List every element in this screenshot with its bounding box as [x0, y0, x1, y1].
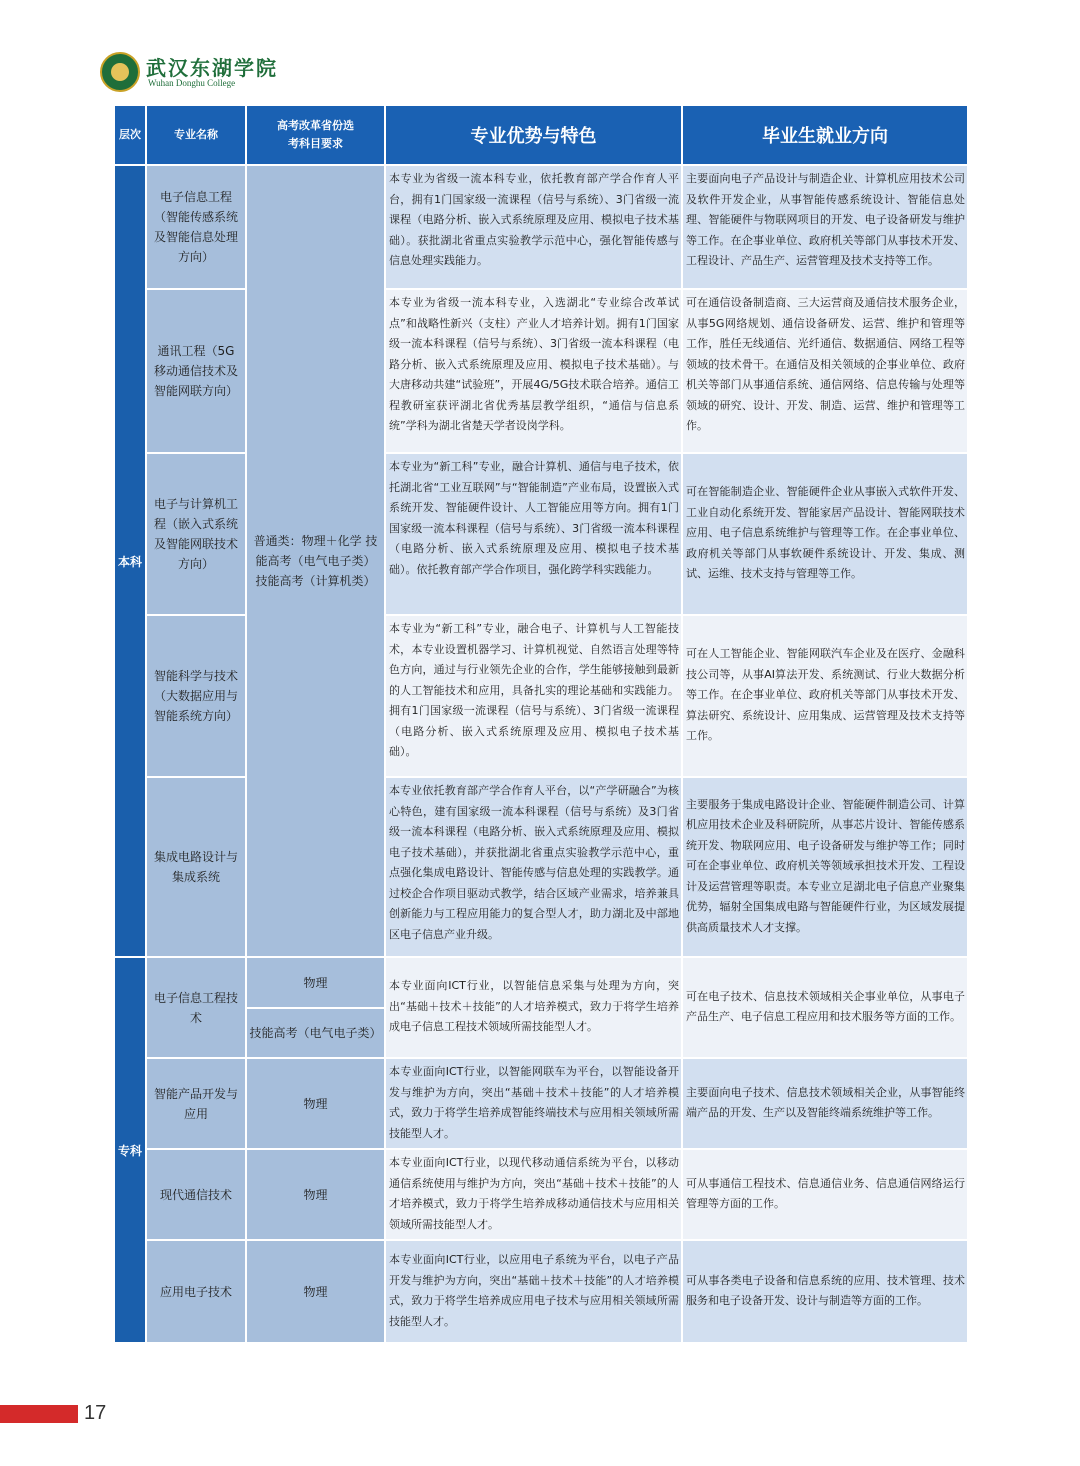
footer-accent-bar	[0, 1405, 78, 1423]
major-employment: 可在智能制造企业、智能硬件企业从事嵌入式软件开发、工业自动化系统开发、智能家居产品设计、智能网联技术应用、电子信息系统维护与管理等工作。在企事业单位、政府机关等部门从事软硬件系统设计、开发、集成、测试、运维、技术支持与管理等工作。	[682, 453, 968, 615]
major-advantages: 本专业依托教育部产学合作育人平台，以“产学研融合”为核心特色，建有国家级一流本科课程（信号与系统）及3门省级一流本科课程（电路分析、嵌入式系统原理及应用、模拟电子技术基础），并获批湖北省重点实验教学示范中心，重点强化集成电路设计、智能传感与信息处理的实践教学。通过校企合作项目驱动式教学，结合区域产业需求，培养兼具创新能力与工程应用能力的复合型人才，助力湖北及中部地区电子信息产业升级。	[385, 777, 682, 957]
subject-requirement: 物理	[246, 1149, 385, 1240]
major-name: 智能产品开发与应用	[146, 1058, 246, 1149]
major-advantages: 本专业面向ICT行业，以智能网联车为平台，以智能设备开发与维护为方向，突出“基础＋技术＋技能”的人才培养模式，致力于将学生培养成智能终端技术与应用相关领域所需技能型人才。	[385, 1058, 682, 1149]
major-name: 应用电子技术	[146, 1240, 246, 1343]
table-row	[114, 1149, 968, 1240]
college-name-en: Wuhan Donghu College	[148, 78, 236, 88]
table-row	[114, 289, 968, 453]
table-row	[114, 1240, 968, 1343]
header-subject-requirement	[246, 105, 385, 165]
major-employment: 主要服务于集成电路设计企业、智能硬件制造公司、计算机应用技术企业及科研院所，从事芯片设计、智能传感系统开发、物联网应用、电子设备研发与维护等工作；同时可在企事业单位、政府机关等领域承担技术开发、工程设计及运营管理等职责。本专业立足湖北电子信息产业聚集优势，辐射全国集成电路与智能硬件行业，为区域发展提供高质量技术人才支撑。	[682, 777, 968, 957]
header-major-name: 专业名称	[146, 105, 246, 165]
major-advantages: 本专业为省级一流本科专业，入选湖北“专业综合改革试点”和战略性新兴（支柱）产业人才培养计划。拥有1门国家级一流本科课程（信号与系统）、3门省级一流本科课程（电路分析、嵌入式系统原理及应用、模拟电子技术基础）。与大唐移动共建“试验班”，开展4G/5G技术联合培养。通信工程教研室获评湖北省优秀基层教学组织，“通信与信息系统”学科为湖北省楚天学者设岗学科。	[385, 289, 682, 453]
table-row	[114, 1058, 968, 1149]
header-req-line1: 高考改革省份选	[277, 119, 354, 132]
subject-requirement: 技能高考（电气电子类）	[246, 1008, 385, 1058]
undergrad-subject-requirement: 普通类：物理＋化学 技能高考（电气电子类） 技能高考（计算机类）	[246, 165, 385, 957]
page-number: 17	[84, 1402, 107, 1424]
major-name: 电子信息工程技术	[146, 957, 246, 1058]
major-employment: 可在通信设备制造商、三大运营商及通信技术服务企业，从事5G网络规划、通信设备研发、运营、维护和管理等工作，胜任无线通信、光纤通信、数据通信、网络工程等领域的技术骨干。在通信及相关领域的企事业单位、政府机关等部门从事通信系统、通信网络、信息传输与处理等领域的研究、设计、开发、制造、运营、维护和管理等工作。	[682, 289, 968, 453]
major-advantages: 本专业为“新工科”专业，融合计算机、通信与电子技术，依托湖北省“工业互联网”与“智能制造”产业布局，设置嵌入式系统开发、智能硬件设计、人工智能应用等方向。拥有1门国家级一流本科课程（信号与系统）、3门省级一流本科课程（电路分析、嵌入式系统原理及应用、模拟电子技术基础）。依托教育部产学合作项目，强化跨学科实践能力。	[385, 453, 682, 615]
header-advantages: 专业优势与特色	[385, 105, 682, 165]
major-name: 现代通信技术	[146, 1149, 246, 1240]
college-logo	[100, 50, 300, 94]
major-name: 智能科学与技术（大数据应用与智能系统方向）	[146, 615, 246, 777]
header-req-line2: 考科目要求	[288, 137, 343, 150]
table-header-row	[114, 105, 968, 165]
table-row	[114, 957, 968, 1008]
major-advantages: 本专业为省级一流本科专业，依托教育部产学合作育人平台，拥有1门国家级一流课程（信号与系统）、3门省级一流课程（电路分析、嵌入式系统原理及应用、模拟电子技术基础）。获批湖北省重点实验教学示范中心，强化智能传感与信息处理实践能力。	[385, 165, 682, 289]
table-row	[114, 777, 968, 957]
major-employment: 可从事各类电子设备和信息系统的应用、技术管理、技术服务和电子设备开发、设计与制造等方面的工作。	[682, 1240, 968, 1343]
major-name: 集成电路设计与集成系统	[146, 777, 246, 957]
major-employment: 主要面向电子产品设计与制造企业、计算机应用技术公司及软件开发企业，从事智能传感系统设计、智能信息处理、智能硬件与物联网项目的开发、电子设备研发与维护等工作。在企事业单位、政府机关等部门从事技术开发、工程设计、产品生产、运营管理及技术支持等工作。	[682, 165, 968, 289]
major-name: 通讯工程（5G移动通信技术及智能网联方向）	[146, 289, 246, 453]
major-advantages: 本专业为“新工科”专业，融合电子、计算机与人工智能技术，本专业设置机器学习、计算机视觉、自然语言处理等特色方向，通过与行业领先企业的合作，学生能够接触到最新的人工智能技术和应用，具备扎实的理论基础和实践能力。拥有1门国家级一流课程（信号与系统）、3门省级一流课程（电路分析、嵌入式系统原理及应用、模拟电子技术基础）。	[385, 615, 682, 777]
major-advantages: 本专业面向ICT行业，以应用电子系统为平台，以电子产品开发与维护为方向，突出“基础＋技术＋技能”的人才培养模式，致力于将学生培养成应用电子技术与应用相关领域所需技能型人才。	[385, 1240, 682, 1343]
major-name: 电子信息工程（智能传感系统及智能信息处理方向）	[146, 165, 246, 289]
majors-table	[113, 104, 969, 1344]
header-level: 层次	[114, 105, 146, 165]
major-employment: 可从事通信工程技术、信息通信业务、信息通信网络运行管理等方面的工作。	[682, 1149, 968, 1240]
major-name: 电子与计算机工程（嵌入式系统及智能网联技术方向）	[146, 453, 246, 615]
subject-requirement: 物理	[246, 957, 385, 1008]
table-row	[114, 165, 968, 289]
level-junior: 专科	[114, 957, 146, 1343]
college-name-cn: 武汉东湖学院	[146, 56, 278, 80]
major-advantages: 本专业面向ICT行业，以现代移动通信系统为平台，以移动通信系统使用与维护为方向，突出“基础＋技术＋技能”的人才培养模式，致力于将学生培养成移动通信技术与应用相关领域所需技能型人才。	[385, 1149, 682, 1240]
majors-table-wrapper	[113, 104, 967, 1344]
major-employment: 主要面向电子技术、信息技术领域相关企业，从事智能终端产品的开发、生产以及智能终端系统维护等工作。	[682, 1058, 968, 1149]
major-advantages: 本专业面向ICT行业，以智能信息采集与处理为方向，突出“基础＋技术＋技能”的人才培养模式，致力于将学生培养成电子信息工程技术领域所需技能型人才。	[385, 957, 682, 1058]
table-row	[114, 615, 968, 777]
level-undergrad: 本科	[114, 165, 146, 957]
subject-requirement: 物理	[246, 1240, 385, 1343]
table-row	[114, 453, 968, 615]
major-employment: 可在电子技术、信息技术领域相关企事业单位，从事电子产品生产、电子信息工程应用和技术服务等方面的工作。	[682, 957, 968, 1058]
college-emblem-icon	[100, 52, 140, 92]
subject-requirement: 物理	[246, 1058, 385, 1149]
header-employment: 毕业生就业方向	[682, 105, 968, 165]
major-employment: 可在人工智能企业、智能网联汽车企业及在医疗、金融科技公司等，从事AI算法开发、系统测试、行业大数据分析等工作。在企事业单位、政府机关等部门从事技术开发、算法研究、系统设计、应用集成、运营管理及技术支持等工作。	[682, 615, 968, 777]
